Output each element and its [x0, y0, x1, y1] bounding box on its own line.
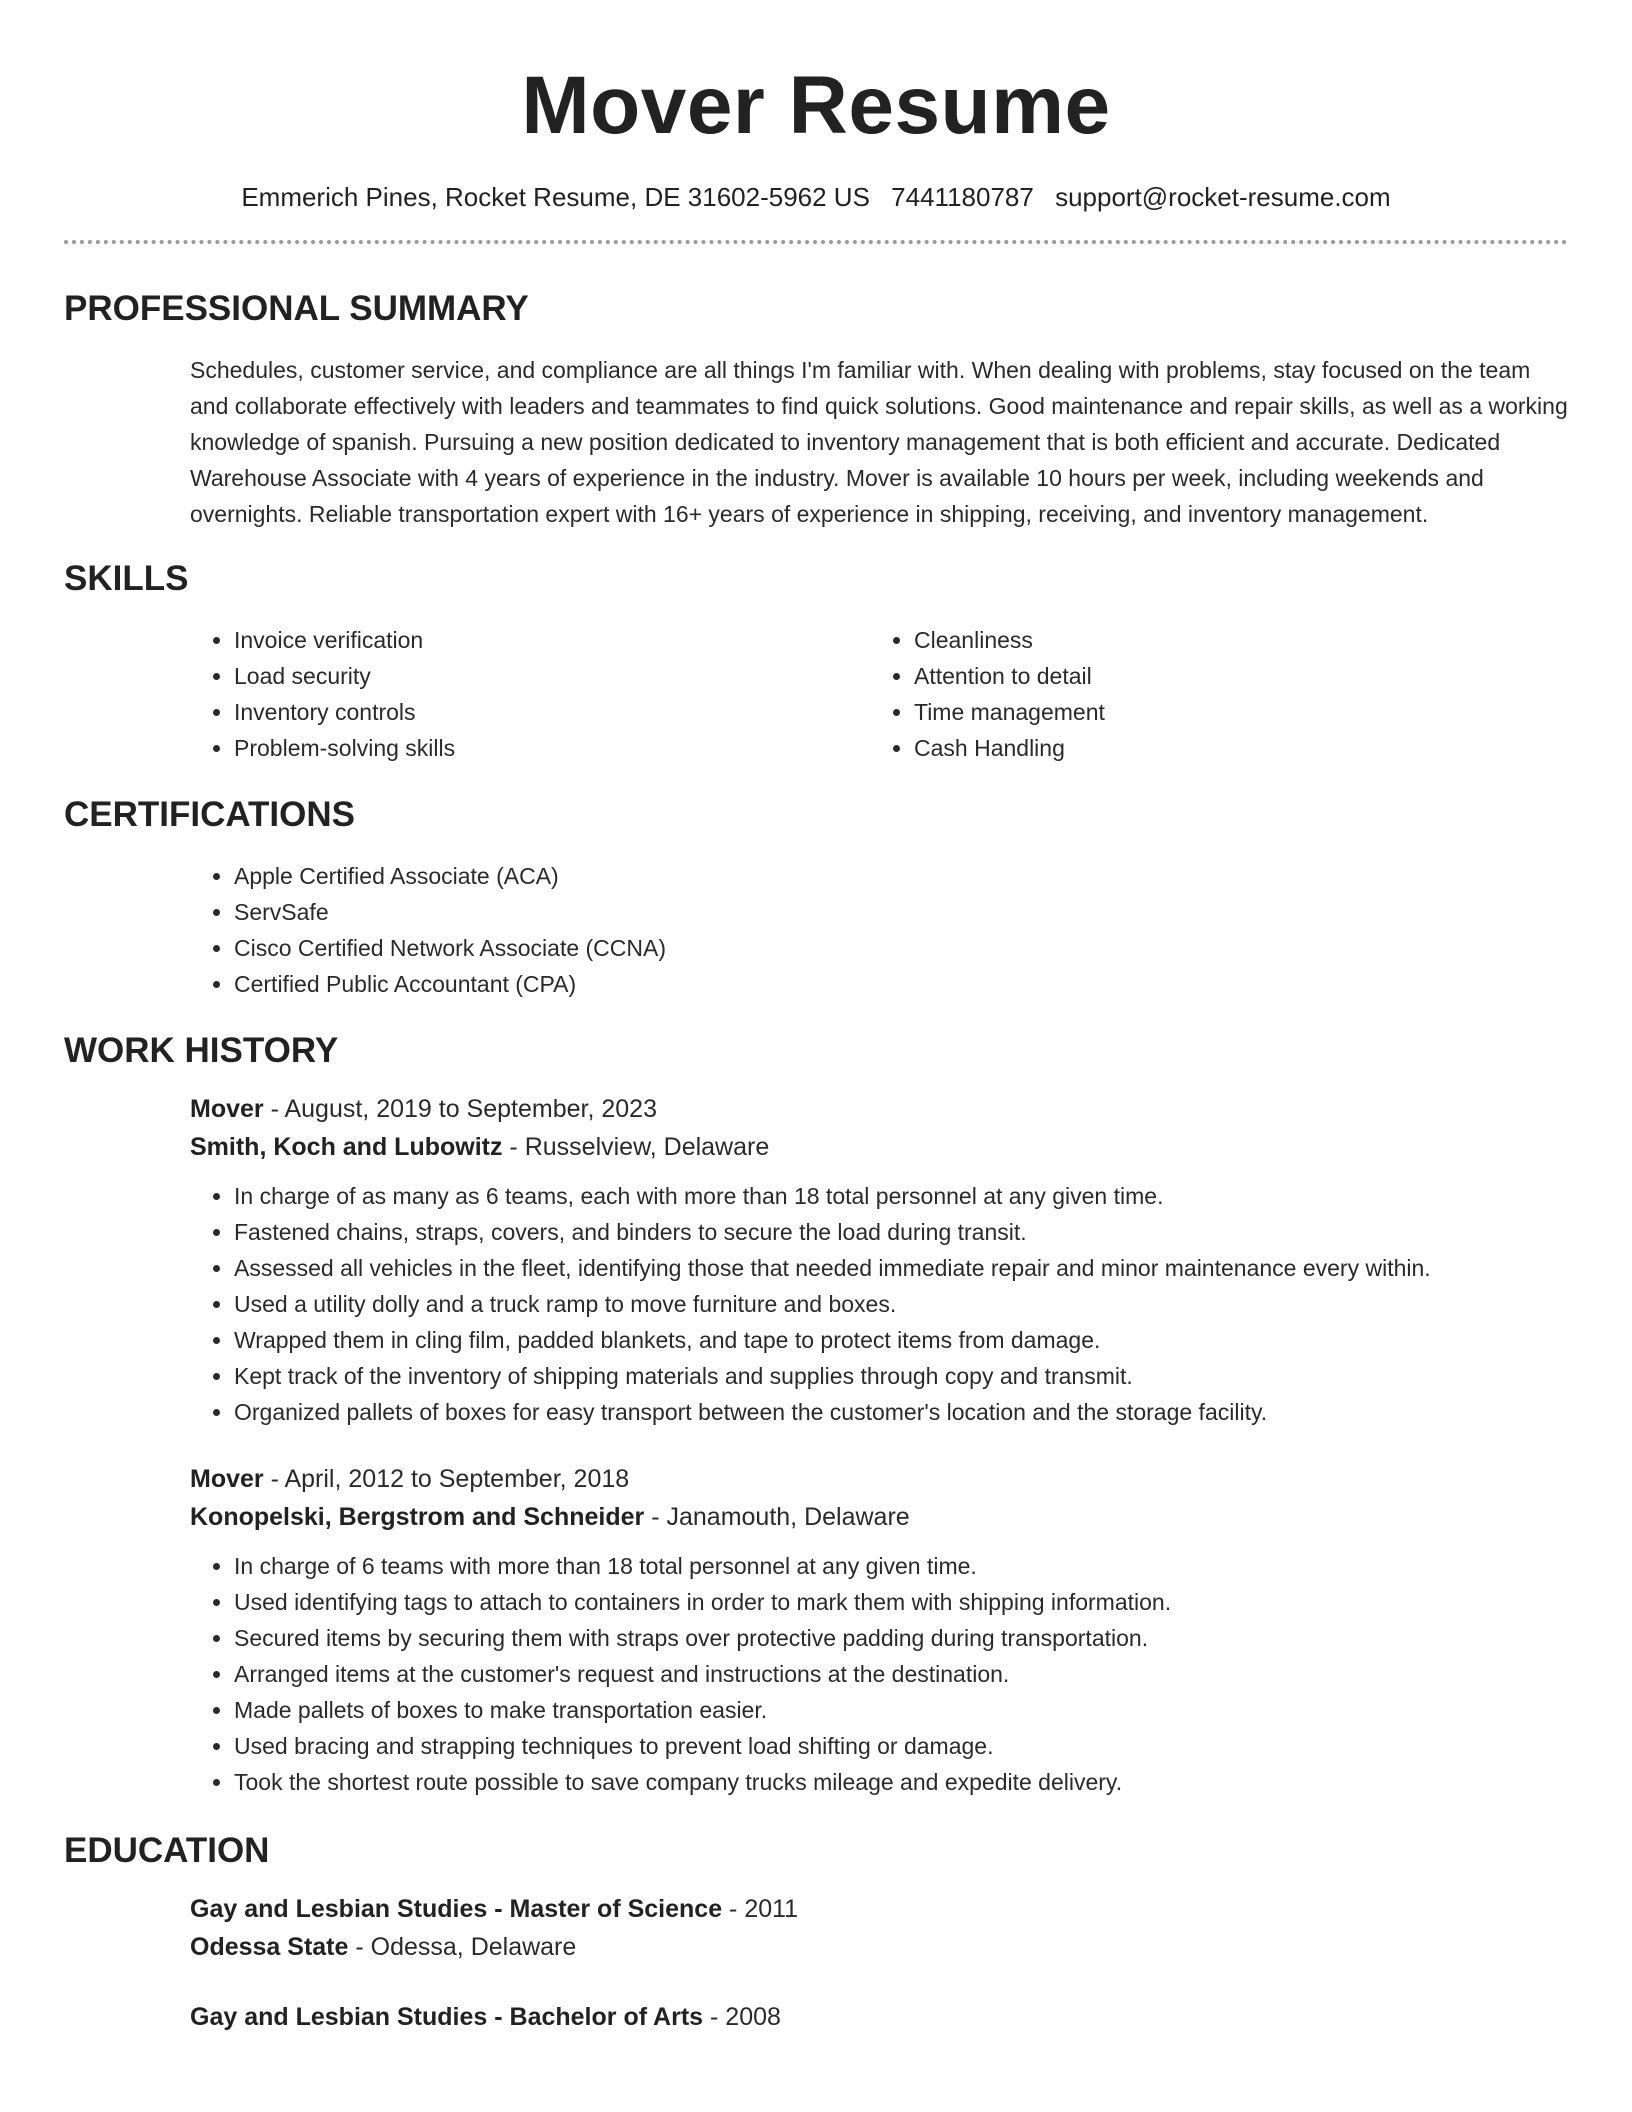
list-item: • Inventory controls [234, 694, 870, 730]
list-item: • Used a utility dolly and a truck ramp to move furniture and boxes. [234, 1286, 1568, 1322]
list-item: • Fastened chains, straps, covers, and binders to secure the load during transit. [234, 1214, 1568, 1250]
certifications-list [190, 858, 1568, 1002]
job-dates: - April, 2012 to September, 2018 [263, 1465, 630, 1493]
education-entry [190, 1998, 1568, 2036]
school-location: - Odessa, Delaware [348, 1933, 577, 1961]
contact-email: support@rocket-resume.com [1055, 182, 1391, 212]
list-item: • Secured items by securing them with straps over protective padding during transportation. [234, 1620, 1568, 1656]
degree-line [190, 1890, 1568, 1928]
job-location: - Russelview, Delaware [502, 1133, 770, 1161]
skills-list-left [190, 622, 870, 766]
list-item: • Arranged items at the customer's request and instructions at the destination. [234, 1656, 1568, 1692]
section-title-certifications: CERTIFICATIONS [64, 795, 356, 834]
degree-year: - 2008 [703, 2003, 781, 2031]
section-title-skills: SKILLS [64, 559, 189, 598]
job-duties [190, 1548, 1568, 1800]
job-company: Konopelski, Bergstrom and Schneider [190, 1503, 645, 1531]
contact-phone: 7441180787 [891, 182, 1034, 212]
contact-line [64, 180, 1568, 214]
list-item: • Certified Public Accountant (CPA) [234, 966, 1568, 1002]
job-title: Mover [190, 1465, 264, 1493]
list-item: • Took the shortest route possible to save company trucks mileage and expedite delivery. [234, 1764, 1568, 1800]
education-section [64, 1830, 1568, 2036]
degree-line [190, 1998, 1568, 2036]
job-company-line [190, 1128, 1568, 1166]
job-title-line [190, 1090, 1568, 1128]
certifications-section [64, 794, 1568, 1002]
list-item: • In charge of 6 teams with more than 18 total personnel at any given time. [234, 1548, 1568, 1584]
degree-year: - 2011 [722, 1895, 799, 1923]
list-item: • Problem-solving skills [234, 730, 870, 766]
skills-grid [190, 622, 1568, 766]
skills-list-right [870, 622, 1550, 766]
contact-address: Emmerich Pines, Rocket Resume, DE 31602-5962 US [241, 182, 870, 212]
school: Odessa State [190, 1933, 349, 1961]
list-item: • Kept track of the inventory of shipping materials and supplies through copy and transmit. [234, 1358, 1568, 1394]
job-duties [190, 1178, 1568, 1430]
list-item: • Used bracing and strapping techniques to prevent load shifting or damage. [234, 1728, 1568, 1764]
education-entry [190, 1890, 1568, 1966]
list-item: • Cash Handling [914, 730, 1550, 766]
list-item: • Cleanliness [914, 622, 1550, 658]
list-item: • Made pallets of boxes to make transportation easier. [234, 1692, 1568, 1728]
list-item: • In charge of as many as 6 teams, each with more than 18 total personnel at any given time. [234, 1178, 1568, 1214]
list-item: • Organized pallets of boxes for easy transport between the customer's location and the storage facility. [234, 1394, 1568, 1430]
section-title-summary: PROFESSIONAL SUMMARY [64, 289, 529, 328]
list-item: • Wrapped them in cling film, padded blankets, and tape to protect items from damage. [234, 1322, 1568, 1358]
header-divider [64, 240, 1568, 244]
degree: Gay and Lesbian Studies - Bachelor of Arts [190, 2003, 704, 2031]
list-item: • Time management [914, 694, 1550, 730]
work-section [64, 1030, 1568, 1800]
list-item: • Attention to detail [914, 658, 1550, 694]
degree: Gay and Lesbian Studies - Master of Science [190, 1895, 723, 1923]
job-location: - Janamouth, Delaware [644, 1503, 910, 1531]
list-item: • ServSafe [234, 894, 1568, 930]
school-line [190, 1928, 1568, 1966]
job-dates: - August, 2019 to September, 2023 [263, 1095, 657, 1123]
job-title: Mover [190, 1095, 264, 1123]
section-title-work: WORK HISTORY [64, 1031, 339, 1070]
job-company-line [190, 1498, 1568, 1536]
skills-section [64, 558, 1568, 766]
job-company: Smith, Koch and Lubowitz [190, 1133, 503, 1161]
section-title-education: EDUCATION [64, 1831, 270, 1870]
summary-section [64, 288, 1568, 532]
job-entry [190, 1090, 1568, 1430]
list-item: • Assessed all vehicles in the fleet, identifying those that needed immediate repair and minor maintenance every within. [234, 1250, 1568, 1286]
job-entry [190, 1460, 1568, 1800]
list-item: • Used identifying tags to attach to containers in order to mark them with shipping information. [234, 1584, 1568, 1620]
summary-text: Schedules, customer service, and compliance are all things I'm familiar with. When dealing with problems, stay focused on the team and collaborate effectively with leaders and teammates to find quick solutions. Good maintenance and repair skills, as well as a working knowledge of spanish. Pursuing a new position dedicated to inventory management that is both efficient and accurate. Dedicated Warehouse Associate with 4 years of experience in the industry. Mover is available 10 hours per week, including weekends and overnights. Reliable transportation expert with 16+ years of experience in shipping, receiving, and inventory management. [190, 357, 1568, 527]
resume-title: Mover Resume [521, 60, 1111, 151]
job-title-line [190, 1460, 1568, 1498]
list-item: • Load security [234, 658, 870, 694]
list-item: • Cisco Certified Network Associate (CCNA) [234, 930, 1568, 966]
list-item: • Apple Certified Associate (ACA) [234, 858, 1568, 894]
list-item: • Invoice verification [234, 622, 870, 658]
